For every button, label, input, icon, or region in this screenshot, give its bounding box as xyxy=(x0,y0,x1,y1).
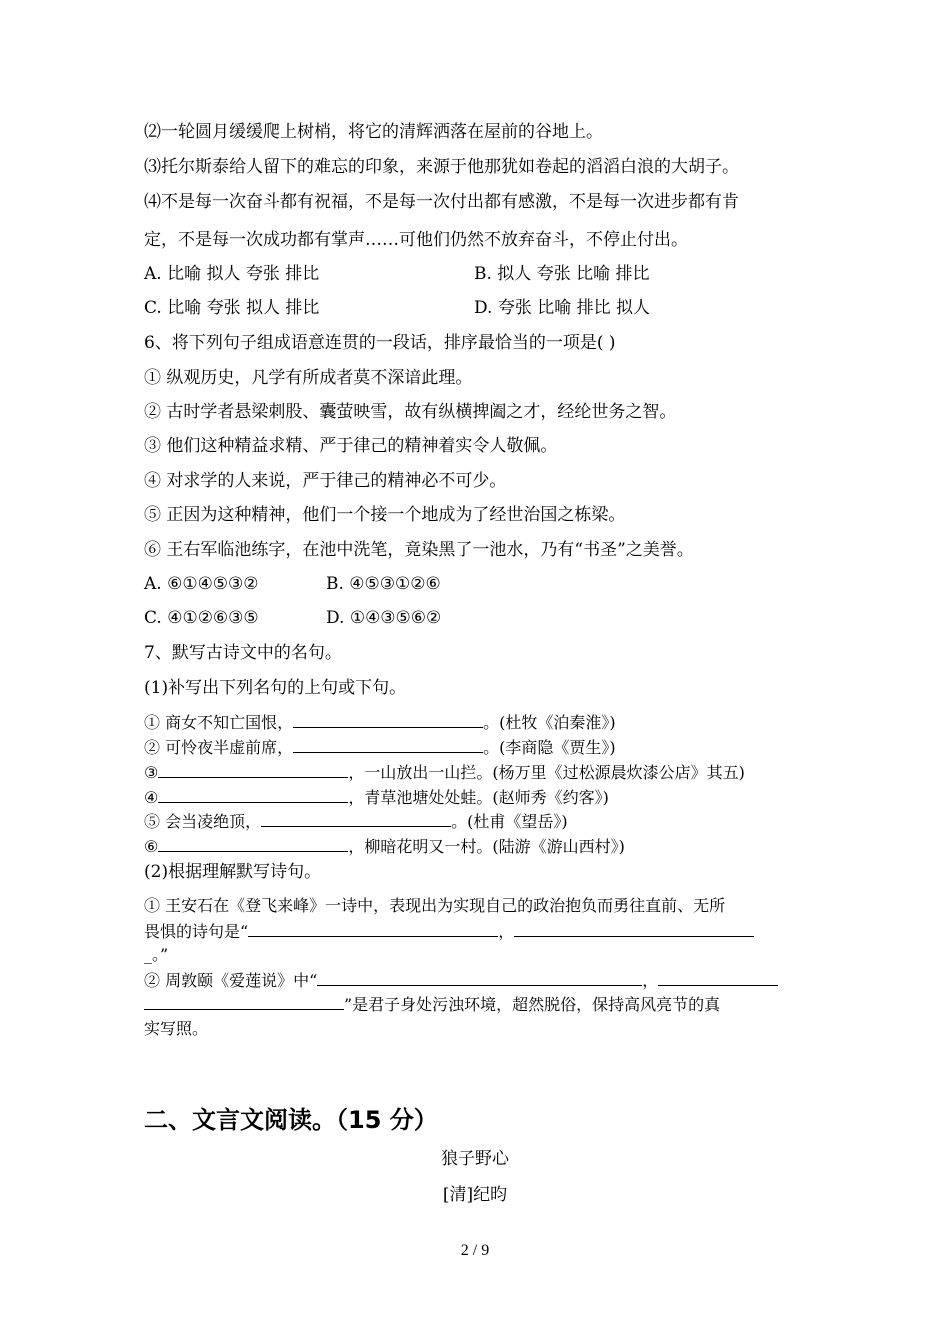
q7-line-6-num: ⑥ xyxy=(144,837,159,856)
q6-option-a: A. ⑥①④⑤③② xyxy=(144,574,259,594)
answer-blank[interactable] xyxy=(158,836,348,852)
q6-sentence-1: ① 纵观历史，凡学有所成者莫不深谙此理。 xyxy=(144,368,473,388)
answer-blank[interactable] xyxy=(317,970,642,986)
q6-sentence-5: ⑤ 正因为这种精神，他们一个接一个地成为了经世治国之栋梁。 xyxy=(144,505,626,525)
q6-option-b: B. ④⑤③①②⑥ xyxy=(326,574,441,594)
q7-p2-line-a xyxy=(144,970,778,990)
q7-p2-line-b xyxy=(144,994,720,1014)
q7-line-3 xyxy=(144,762,745,782)
q6-options-row2 xyxy=(144,608,441,628)
q7-p2-line-c: 实写照。 xyxy=(144,1019,209,1038)
q5-sentence-2: ⑵一轮圆月缓缓爬上树梢，将它的清辉洒落在屋前的谷地上。 xyxy=(144,122,603,142)
q7-line-5-source: 。(杜甫《望岳》) xyxy=(451,812,568,831)
answer-blank[interactable] xyxy=(261,811,451,827)
q5-option-d: D. 夸张 比喻 排比 拟人 xyxy=(474,298,651,318)
q7-p1-comma: ， xyxy=(498,922,515,941)
q7-line-3-text: ，一山放出一山拦。(杨万里《过松源晨炊漆公店》其五) xyxy=(348,763,745,782)
passage-title: 狼子野心 xyxy=(441,1149,509,1169)
q7-p2-desc: ”是君子身处污浊环境，超然脱俗，保持高风亮节的真 xyxy=(344,995,721,1014)
q7-line-6-text: ，柳暗花明又一村。(陆游《游山西村》) xyxy=(348,837,625,856)
section-heading: 二、文言文阅读。（15 分） xyxy=(144,1106,438,1134)
q6-sentence-4: ④ 对求学的人来说，严于律己的精神必不可少。 xyxy=(144,471,507,491)
q5-options-row2 xyxy=(144,298,650,318)
q7-p1-line-b xyxy=(144,921,754,941)
q6-sentence-6: ⑥ 王右军临池练字，在池中洗笔，竟染黑了一池水，乃有“书圣”之美誉。 xyxy=(144,540,694,560)
q5-option-c: C. 比喻 夸张 拟人 排比 xyxy=(144,298,320,318)
q7-line-6 xyxy=(144,836,625,856)
q7-sub2: (2)根据理解默写诗句。 xyxy=(144,862,322,882)
q7-line-4-text: ，青草池塘处处蛙。(赵师秀《约客》) xyxy=(348,788,609,807)
q7-line-2 xyxy=(144,737,616,757)
q7-p1-line-c: _。” xyxy=(144,945,169,964)
answer-blank[interactable] xyxy=(293,737,483,753)
q6-option-c: C. ④①②⑥③⑤ xyxy=(144,608,259,628)
q5-option-b: B. 拟人 夸张 比喻 排比 xyxy=(474,264,650,284)
q7-p1-line-a: ① 王安石在《登飞来峰》一诗中，表现出为实现自己的政治抱负而勇往直前、无所 xyxy=(144,896,726,915)
q7-sub1: (1)补写出下列名句的上句或下句。 xyxy=(144,678,407,698)
answer-blank[interactable] xyxy=(144,994,344,1010)
page-number: 2 / 9 xyxy=(460,1242,490,1259)
q7-line-1-source: 。(杜牧《泊秦淮》) xyxy=(483,713,616,732)
q7-p1-text: 畏惧的诗句是“ xyxy=(144,922,249,941)
passage-author: [清]纪昀 xyxy=(442,1185,508,1205)
q7-line-1-text: ① 商女不知亡国恨， xyxy=(144,713,294,732)
q7-line-1 xyxy=(144,712,616,732)
q6-sentence-2: ② 古时学者悬梁刺股、囊萤映雪，故有纵横捭阖之才，经纶世务之智。 xyxy=(144,402,677,422)
q7-line-3-num: ③ xyxy=(144,763,159,782)
q7-p2-comma: ， xyxy=(642,971,659,990)
answer-blank[interactable] xyxy=(514,921,754,937)
q7-line-4 xyxy=(144,787,609,807)
q5-option-a: A. 比喻 拟人 夸张 排比 xyxy=(144,264,320,284)
answer-blank[interactable] xyxy=(158,762,348,778)
q6-option-d: D. ①④③⑤⑥② xyxy=(326,608,442,628)
answer-blank[interactable] xyxy=(158,787,348,803)
q7-line-5 xyxy=(144,811,568,831)
q7-line-4-num: ④ xyxy=(144,788,159,807)
answer-blank[interactable] xyxy=(293,712,483,728)
q7-title: 7、默写古诗文中的名句。 xyxy=(144,643,342,663)
q5-sentence-3: ⑶托尔斯泰给人留下的难忘的印象，来源于他那犹如卷起的滔滔白浪的大胡子。 xyxy=(144,157,739,177)
answer-blank[interactable] xyxy=(658,970,778,986)
answer-blank[interactable] xyxy=(248,921,498,937)
q6-title: 6、将下列句子组成语意连贯的一段话，排序最恰当的一项是( ) xyxy=(144,333,616,353)
q6-options-row1 xyxy=(144,574,441,594)
q7-line-2-text: ② 可怜夜半虚前席， xyxy=(144,738,294,757)
q5-sentence-4a: ⑷不是每一次奋斗都有祝福，不是每一次付出都有感激，不是每一次进步都有肯 xyxy=(144,192,739,212)
q7-p2-text: ② 周敦颐《爱莲说》中“ xyxy=(144,971,318,990)
q5-options-row1 xyxy=(144,264,650,284)
q5-sentence-4b: 定，不是每一次成功都有掌声……可他们仍然不放弃奋斗，不停止付出。 xyxy=(144,230,688,250)
q6-sentence-3: ③ 他们这种精益求精、严于律己的精神着实令人敬佩。 xyxy=(144,436,558,456)
q7-line-2-source: 。(李商隐《贾生》) xyxy=(483,738,616,757)
q7-line-5-text: ⑤ 会当凌绝顶， xyxy=(144,812,262,831)
